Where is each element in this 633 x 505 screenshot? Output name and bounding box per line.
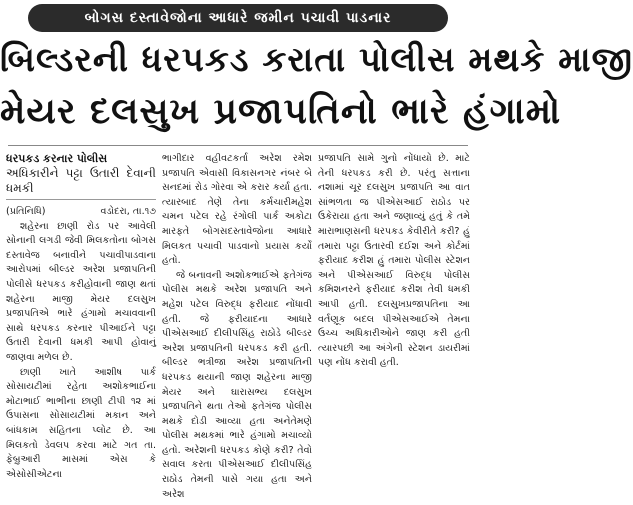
paragraph: જે બનાવની અશોકભાઈએ ફતેગંજ પોલીસ મથકે અરેશ પ્રજાપતિ અને મહેશ પટેલ વિરુદ્ધ ફરીયાદ નોંધાવી હતી. જે ફરીયાદના આધારે પીએસઆઈ દીલીપસિંહ રાઠોડે બીલ્ડર અરેશ પ્રજાપતિની ધરપકડ કરી હતી. બીલ્ડર ભત્રીજા અરેશ પ્રજાપતિની ધરપકડ થયાની જાણ શહેરના માજી મેયર અને ઘારાસભ્ય દલસુખ પ્રજાપતિને થતા તેઓ ફતેગંજ પોલીસ મથકે દોડી આવ્યા હતા અનેતેમણે પોલીસ મથકમાં ભારે હંગામો મચાવ્યો હતો. અરેશની ધરપકડ કોણે કરી? તેવો સવાલ કરતા પીએસઆઈ દીલીપસિંહ રાઠોડ તેમની પાસે ગયા હતા અને અરેશ <box>162 269 312 500</box>
paragraph: પ્રજાપતિ સામે ગુનો નોંધાયો છે. માટે તેની ધરપકડ કરી છે. પરંતુ સત્તાના નશામાં ચૂર દલસુખ પ્રજાપતિ આ વાત સાંભળતા જ પીએસઆઈ રાઠોડ પર ઉકેરાયા હતા અને જણાવ્યું હતું કે તમે મારાભાણસની ધરપકડ કેવીરીતે કરી? હું તમારા પટ્ટા ઉતારવી દઈશ અને કોર્ટમાં ફરીયાદ કરીશ હું તમારા પોલીસ સ્ટેશન અને પીએસઆઈ વિરુદ્ધ પોલીસ કમિશનરને ફરીયાદ કરીશ તેવી ધમકી આપી હતી. દલસુખપ્રજાપતિના આ વર્તણૂક બદલ પીએસઆઈએ તેમના ઉચ્ચ અધિકારીઓને જાણ કરી હતી ત્યારપછી આ અંગેની સ્ટેશન ડાયરીમાં પણ નોંધ કરાવી હતી. <box>318 153 470 369</box>
dateline-place-date: વડોદરા, તા.૧૭ <box>100 206 156 217</box>
dateline <box>6 205 156 220</box>
article-column-left <box>6 152 156 502</box>
paragraph: શહેરના છાણી રોડ પર આવેલી સોનાની લગડી જેવી મિલકતોના બોગસ દસ્તાવેજ બનાવીને પચાવીપાડવાના આરોપમાં બીલ્ડર અરેશ પ્રજાપતિની પોલીસે ધરપકડ કરીહોવાની જાણ થતાં શહેરના માજી મેયર દલસુખ પ્રજાપતિએ ભારે હંગામો મચાવવાની સાથે ધરપકડ કરનાર પીઆઈને પટ્ટા ઉતારી દેવાની ધમકી આપી હોવાનું જાણવા મળેલ છે. <box>6 220 156 363</box>
subheadline: ધરપકડ કરનાર પોલીસ <box>6 152 108 165</box>
subhead-divider <box>6 199 156 200</box>
paragraph: છાણી ખાતે આશીષ પાર્ક સોસાયટીમાં રહેતા અશોકભાઈના મોટાભાઈ ભાભીના છાણી ટીપી ૧૨ માં ઉપાસના સોસાયટીમાં મકાન અને બાંધકામ સહિતના પ્લોટ છે. આ મિલકતો ડેવલપ કરવા માટે ગત તા. ફેબ્રુઆરી માસમાં એસ કે એસોસીએટના <box>6 366 156 480</box>
headline-line-1: બિલ્ડરની ધરપકડ કરાતા પોલીસ મથકે માજી <box>0 40 633 80</box>
article-column-middle <box>162 152 312 502</box>
article-column-right <box>318 152 470 502</box>
dateline-source: (પ્રતિનિધિ) <box>6 206 46 217</box>
kicker-banner: બોગસ દસ્તાવેજોના આધારે જમીન પચાવી પાડનાર <box>28 4 448 32</box>
subheadline-secondary: અધિકારીને પટ્ટા ઉતારી દેવાની ધમકી <box>6 166 156 195</box>
paragraph: ભાગીદાર વહીવટકર્તા અરેશ રમેશ પ્રજાપતિ એવાસી વિકાસનગર નંબર બે સનદમાં રોડ ગોરવા એ કરાર કર્યા હતા. ત્યારબાદ તેણે તેના કર્મચારીમહેશ ચમન પટેલ રહે રંગોલી પાર્ક અકોટા મારફતે બોગસદસ્તાવેજોના આધારે મિલકત પચાવી પાડવાનો પ્રયાસ કર્યો હતો. <box>162 153 312 267</box>
headline-line-2: મેયર દલસુખ પ્રજાપતિનો ભારે હંગામો <box>0 91 562 132</box>
headline-divider <box>8 145 468 146</box>
